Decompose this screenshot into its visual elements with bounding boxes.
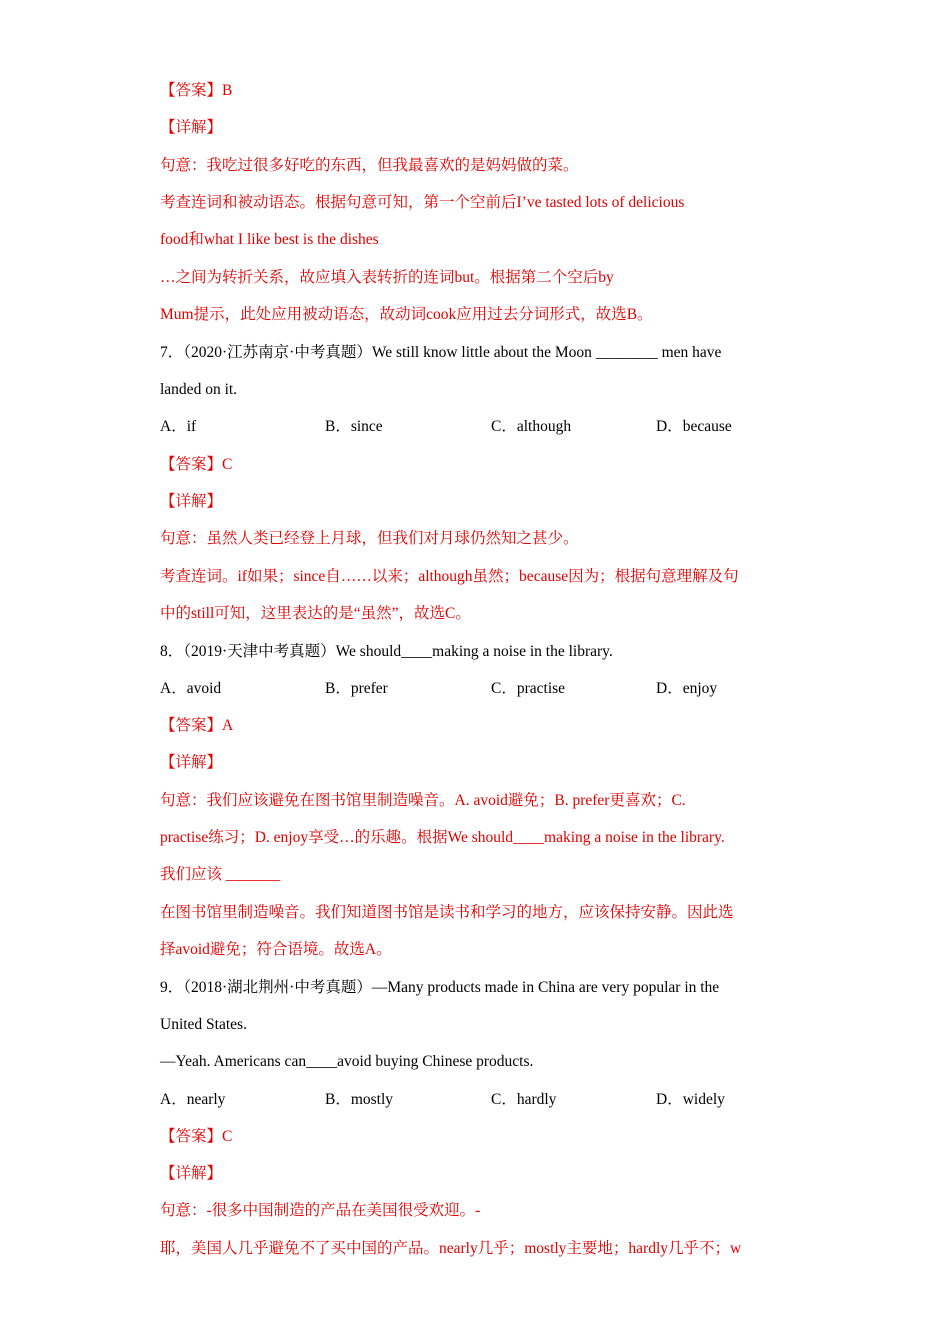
option-d: D．because: [656, 418, 732, 435]
answer-label: 【答案】C: [160, 1128, 233, 1145]
explanation-line: …之间为转折关系，故应填入表转折的连词but。根据第二个空后by: [160, 269, 614, 286]
question-stem: 9．（2018·湖北荆州·中考真题）—Many products made in China are very popular in the: [160, 979, 720, 996]
answer-label: 【答案】A: [160, 717, 234, 734]
question-stem: 7．（2020·江苏南京·中考真题）We still know little about the Moon ________ men have: [160, 344, 722, 361]
question-stem: United States.: [160, 1016, 247, 1033]
option-c: C．practise: [491, 680, 566, 697]
detail-label: 【详解】: [160, 119, 223, 136]
answer-label: 【答案】B: [160, 82, 233, 99]
explanation-line: practise练习；D. enjoy享受…的乐趣。根据We should____making a noise in the library.: [160, 829, 725, 846]
option-b: B．since: [325, 418, 383, 435]
explanation-line: Mum提示，此处应用被动语态，故动词cook应用过去分词形式，故选B。: [160, 306, 653, 323]
question-stem: 8．（2019·天津中考真题）We should____making a noise in the library.: [160, 643, 613, 660]
explanation-line: 句意：我们应该避免在图书馆里制造噪音。A. avoid避免；B. prefer更喜欢；C.: [160, 792, 686, 809]
explanation-line: 耶，美国人几乎避免不了买中国的产品。nearly几乎；mostly主要地；hardly几乎不；w: [160, 1240, 742, 1257]
explanation-line: 在图书馆里制造噪音。我们知道图书馆是读书和学习的地方，应该保持安静。因此选: [160, 904, 734, 921]
explanation-line: food和what I like best is the dishes: [160, 231, 379, 248]
explanation-line: 择avoid避免；符合语境。故选A。: [160, 941, 392, 958]
option-a: A．avoid: [160, 680, 222, 697]
explanation-line: 中的still可知，这里表达的是“虽然”，故选C。: [160, 605, 471, 622]
detail-label: 【详解】: [160, 754, 223, 771]
option-d: D．widely: [656, 1091, 725, 1108]
option-d: D．enjoy: [656, 680, 718, 697]
explanation-line: 句意：-很多中国制造的产品在美国很受欢迎。-: [160, 1202, 481, 1219]
detail-label: 【详解】: [160, 493, 223, 510]
answer-label: 【答案】C: [160, 456, 233, 473]
detail-label: 【详解】: [160, 1165, 223, 1182]
sentence-meaning: 句意：虽然人类已经登上月球，但我们对月球仍然知之甚少。: [160, 530, 579, 547]
option-a: A．nearly: [160, 1091, 226, 1108]
question-stem: landed on it.: [160, 381, 238, 398]
option-c: C．hardly: [491, 1091, 557, 1108]
explanation-line: 考查连词。if如果；since自……以来；although虽然；because因为；根据句意理解及句: [160, 568, 739, 585]
option-b: B．prefer: [325, 680, 388, 697]
question-stem: —Yeah. Americans can____avoid buying Chinese products.: [160, 1053, 534, 1070]
sentence-meaning: 句意：我吃过很多好吃的东西，但我最喜欢的是妈妈做的菜。: [160, 157, 579, 174]
option-a: A．if: [160, 418, 197, 435]
option-b: B．mostly: [325, 1091, 394, 1108]
explanation-line: 考查连词和被动语态。根据句意可知，第一个空前后I’ve tasted lots of delicious: [160, 194, 685, 211]
option-c: C．although: [491, 418, 572, 435]
explanation-line: 我们应该 _______: [160, 866, 281, 883]
